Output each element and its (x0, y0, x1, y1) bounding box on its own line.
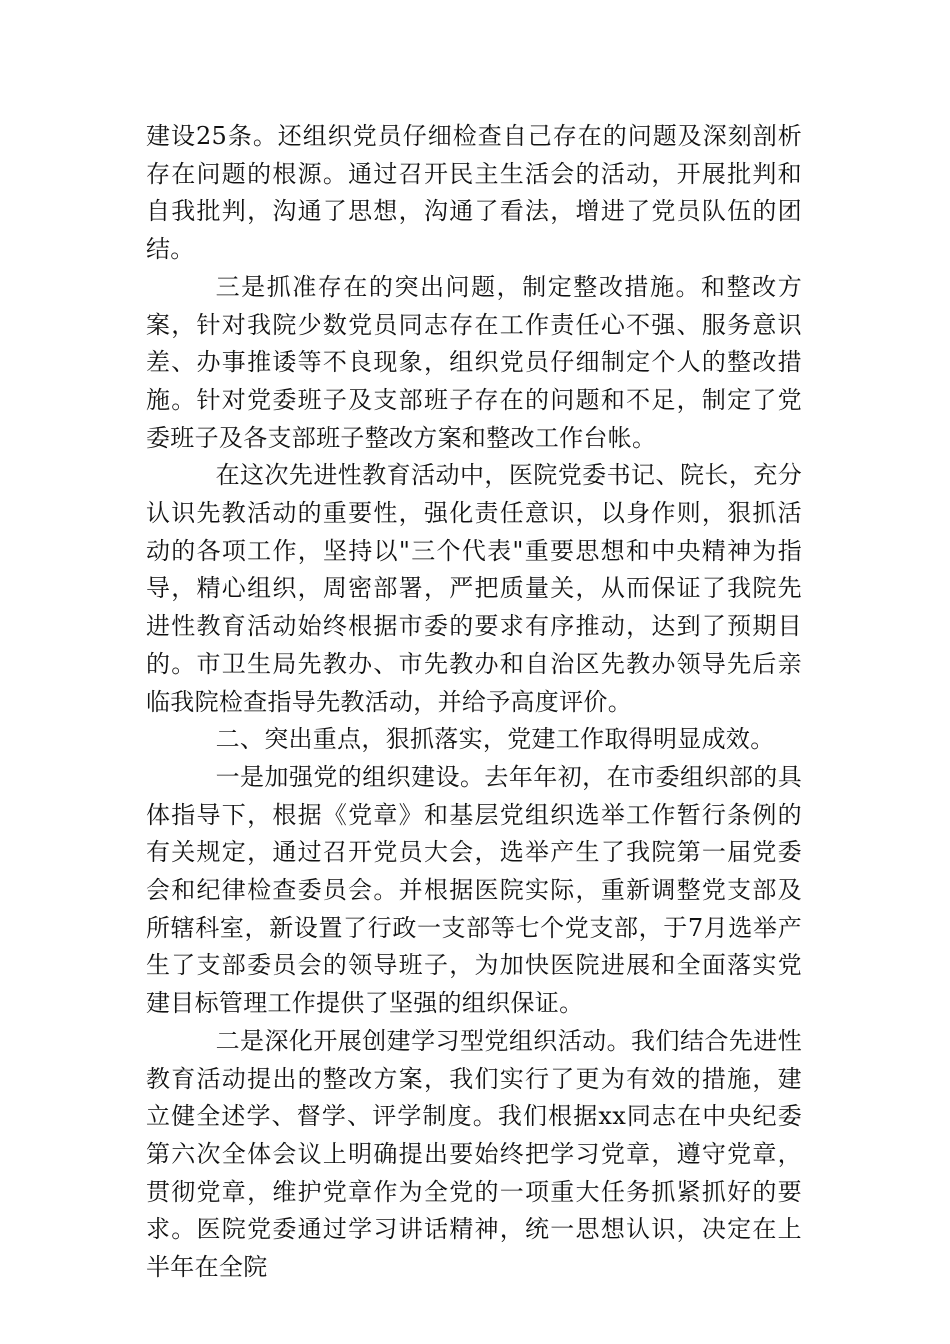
document-body (146, 118, 802, 1287)
paragraph-2: 三是抓准存在的突出问题，制定整改措施。和整改方案，针对我院少数党员同志存在工作责任心不强、服务意识差、办事推诿等不良现象，组织党员仔细制定个人的整改措施。针对党委班子及支部班子存在的问题和不足，制定了党委班子及各支部班子整改方案和整改工作台帐。 (146, 272, 802, 452)
paragraph-4: 一是加强党的组织建设。去年年初，在市委组织部的具体指导下，根据《党章》和基层党组织选举工作暂行条例的有关规定，通过召开党员大会，选举产生了我院第一届党委会和纪律检查委员会。并根据医院实际，重新调整党支部及所辖科室，新设置了行政一支部等七个党支部，于7月选举产生了支部委员会的领导班子，为加快医院进展和全面落实党建目标管理工作提供了坚强的组织保证。 (146, 762, 802, 1018)
paragraph-3: 在这次先进性教育活动中，医院党委书记、院长，充分认识先教活动的重要性，强化责任意识，以身作则，狠抓活动的各项工作，坚持以"三个代表"重要思想和中央精神为指导，精心组织，周密部署，严把质量关，从而保证了我院先进性教育活动始终根据市委的要求有序推动，达到了预期目的。市卫生局先教办、市先教办和自治区先教办领导先后亲临我院检查指导先教活动，并给予高度评价。 (146, 461, 802, 716)
section-heading-2: 二、突出重点，狠抓落实，党建工作取得明显成效。 (215, 725, 775, 754)
paragraph-1: 建设25条。还组织党员仔细检查自己存在的问题及深刻剖析存在问题的根源。通过召开民主生活会的活动，开展批判和自我批判，沟通了思想，沟通了看法，增进了党员队伍的团结。 (146, 122, 802, 264)
paragraph-5: 二是深化开展创建学习型党组织活动。我们结合先进性教育活动提出的整改方案，我们实行了更为有效的措施，建立健全述学、督学、评学制度。我们根据xx同志在中央纪委第六次全体会议上明确提出要始终把学习党章，遵守党章，贯彻党章，维护党章作为全党的一项重大任务抓紧抓好的要求。医院党委通过学习讲话精神，统一思想认识，决定在上半年在全院 (146, 1026, 802, 1282)
